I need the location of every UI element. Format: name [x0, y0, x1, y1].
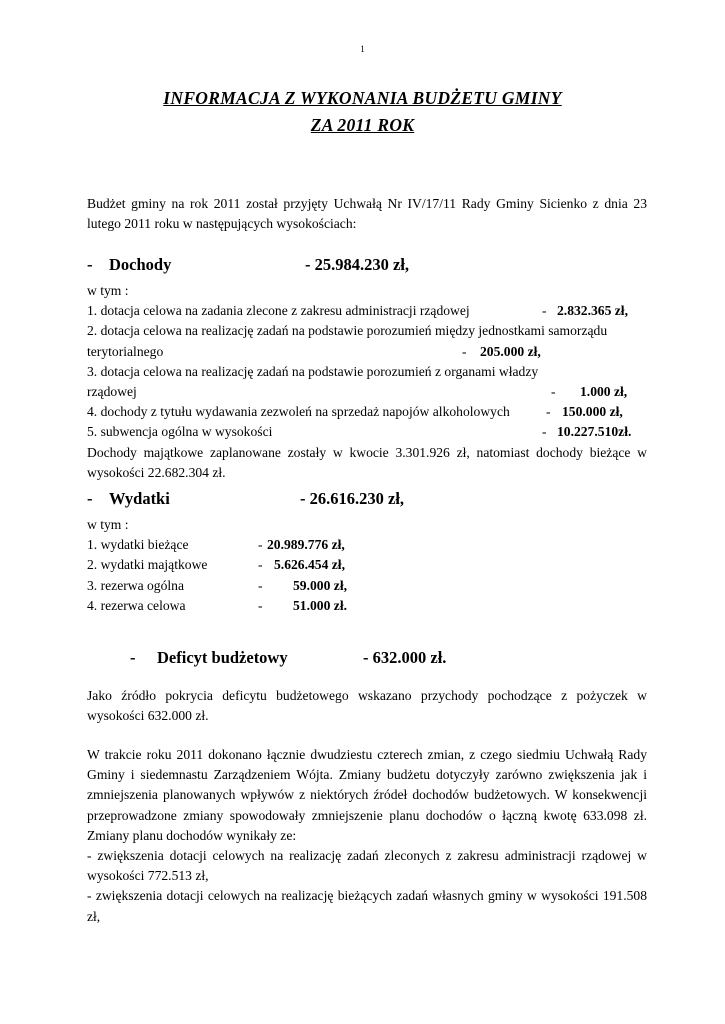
dochody-item-3a [87, 362, 647, 382]
dochody-item-3b [87, 382, 647, 402]
dochody-section [87, 255, 647, 483]
item-text: 5. subwencja ogólna w wysokości [87, 424, 273, 440]
item-text: 4. dochody z tytułu wydawania zezwoleń na sprzedaż napojów alkoholowych [87, 404, 510, 420]
deficyt-header [87, 648, 647, 674]
item-amount: 5.626.454 zł, [274, 557, 345, 573]
item-amount: 51.000 zł. [293, 597, 347, 613]
item-amount: 205.000 zł, [480, 343, 541, 359]
item-amount: 10.227.510zł. [557, 424, 632, 440]
zrodlo-paragraph [87, 686, 647, 726]
dochody-item-1 [87, 301, 647, 321]
deficyt-dash: - [130, 648, 136, 667]
dochody-item-2b [87, 342, 647, 362]
dochody-dash: - [87, 255, 93, 274]
dochody-summary: Dochody majątkowe zaplanowane zostały w kwocie 3.301.926 zł, natomiast dochody bieżące w wysokości 22.682.304 zł. [87, 444, 647, 480]
item-amount: 150.000 zł, [562, 404, 623, 420]
page-number: 1 [360, 44, 365, 54]
wydatki-dash: - [87, 489, 93, 508]
intro-text: Budżet gminy na rok 2011 został przyjęty Uchwałą Nr IV/17/11 Rady Gminy Sicienko z dnia 23 lutego 2011 roku w następujących wysokościach: [87, 196, 647, 232]
bullet-1: - zwiększenia dotacji celowych na realizację zadań zleconych z zakresu administracji rządowej w wysokości 772.513 zł, [87, 848, 647, 884]
item-amount: 2.832.365 zł, [557, 303, 628, 319]
item-amount: 1.000 zł, [580, 383, 628, 399]
item-text: 1. wydatki bieżące [87, 537, 189, 553]
wydatki-item-2 [87, 555, 647, 575]
dochody-amount: - 25.984.230 zł, [305, 255, 410, 274]
page-title: INFORMACJA Z WYKONANIA BUDŻETU GMINY [163, 88, 562, 108]
item-text: rządowej [87, 383, 137, 399]
dochody-label: Dochody [109, 255, 172, 274]
wydatki-w-tym [87, 515, 647, 535]
item-dash: - [258, 557, 263, 573]
item-dash: - [546, 404, 551, 420]
zrodlo-text: Jako źródło pokrycia deficytu budżetowego wskazano przychody pochodzące z pożyczek w wysokości 632.000 zł. [87, 688, 647, 724]
item-dash: - [258, 597, 263, 613]
zmiany-paragraph [87, 745, 647, 927]
page-subtitle: ZA 2011 ROK [310, 115, 415, 135]
dochody-item-5 [87, 422, 647, 442]
intro-paragraph [87, 194, 647, 234]
deficyt-label: Deficyt budżetowy [157, 648, 288, 667]
dochody-w-tym [87, 281, 647, 301]
item-dash: - [551, 383, 556, 399]
w-tym-label: w tym : [87, 517, 129, 532]
item-text: 4. rezerwa celowa [87, 597, 186, 613]
item-dash: - [542, 424, 547, 440]
wydatki-amount: - 26.616.230 zł, [300, 489, 405, 508]
wydatki-section [87, 489, 647, 616]
item-dash: - [542, 303, 547, 319]
item-dash: - [258, 537, 263, 553]
item-text: 3. rezerwa ogólna [87, 577, 184, 593]
dochody-header [87, 255, 647, 281]
item-text: 3. dotacja celowa na realizację zadań na podstawie porozumień z organami władzy [87, 363, 539, 379]
bullet-2: - zwiększenia dotacji celowych na realizację bieżących zadań własnych gminy w wysokości 191.508 zł, [87, 888, 647, 924]
dochody-item-2a [87, 321, 647, 341]
item-dash: - [258, 577, 263, 593]
wydatki-item-4 [87, 596, 647, 616]
w-tym-label: w tym : [87, 283, 129, 298]
item-text: 1. dotacja celowa na zadania zlecone z zakresu administracji rządowej [87, 303, 470, 319]
wydatki-header [87, 489, 647, 515]
wydatki-item-3 [87, 576, 647, 596]
item-amount: 20.989.776 zł, [267, 537, 345, 553]
item-text: 2. dotacja celowa na realizację zadań na podstawie porozumień między jednostkami samorządu [87, 323, 608, 339]
item-text: terytorialnego [87, 343, 164, 359]
wydatki-label: Wydatki [109, 489, 170, 508]
dochody-item-4 [87, 402, 647, 422]
zmiany-text: W trakcie roku 2011 dokonano łącznie dwudziestu czterech zmian, z czego siedmiu Uchwałą Rady Gminy i siedemnastu Zarządzeniem Wójta. Zmiany budżetu dotyczyły zarówno zwiększenia jak i zmniejszenia planowanych wpływów z niektórych źródeł dochodów budżetowych. W konsekwencji przeprowadzone zmiany spowodowały zmniejszenie planu dochodów o łączną kwotę 633.098 zł. Zmiany planu dochodów wynikały ze: [87, 747, 647, 843]
wydatki-item-1 [87, 535, 647, 555]
item-amount: 59.000 zł, [293, 577, 347, 593]
item-text: 2. wydatki majątkowe [87, 557, 208, 573]
deficyt-amount: - 632.000 zł. [363, 648, 447, 667]
item-dash: - [462, 343, 467, 359]
deficyt-section [87, 648, 647, 674]
